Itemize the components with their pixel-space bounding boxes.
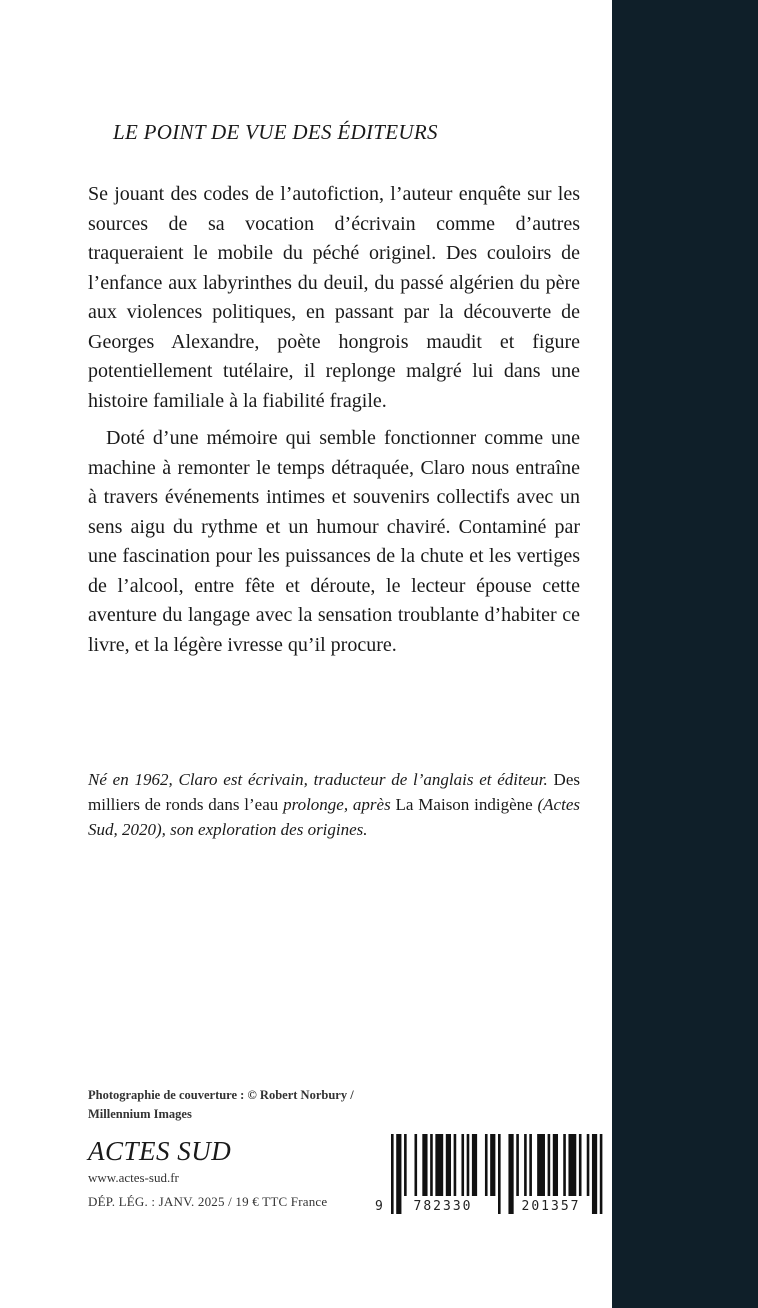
barcode-bar <box>422 1134 427 1196</box>
barcode-bar <box>587 1134 590 1196</box>
blurb-paragraph-1: Se jouant des codes de l’autofiction, l’auteur enquête sur les sources de sa vocation d’écrivain comme d’autres traqueraient le mobile du péché originel. Des couloirs de l’enfance aux labyrinthes du deuil, du passé algérien du père aux violences politiques, en passant par la découverte de Georges Alexandre, poète hongrois maudit et figure potentiellement tutélaire, il replonge malgré lui dans une histoire familiale à la fiabilité fragile. <box>88 183 580 412</box>
barcode-bar <box>430 1134 433 1196</box>
barcode-bar <box>414 1134 417 1196</box>
barcode-bar <box>446 1134 451 1196</box>
barcode-bar <box>579 1134 582 1196</box>
photo-credit <box>88 1086 388 1124</box>
bio-part-1: Né en 1962, Claro est écrivain, traducteur de l’anglais et éditeur. <box>88 770 548 789</box>
barcode-bar <box>563 1134 566 1196</box>
bio-part-3: prolonge, après <box>283 795 391 814</box>
isbn-digit-group-2: 201357 <box>521 1198 581 1214</box>
bio-part-2: Des milliers de ronds dans l’eau <box>88 770 580 814</box>
barcode-bar <box>454 1134 457 1196</box>
barcode-bar <box>524 1134 527 1196</box>
barcode-bar <box>435 1134 443 1196</box>
barcode-bar <box>553 1134 558 1196</box>
barcode-bar <box>529 1134 532 1196</box>
barcode-bar <box>537 1134 545 1196</box>
isbn-digits <box>375 1196 605 1216</box>
blurb-paragraph-2: Doté d’une mémoire qui semble fonctionner comme une machine à remonter le temps détraquée, Claro nous entraîne à travers événements intimes et souvenirs collectifs avec un sens aigu du rythme et un humour chaviré. Contaminé par une fascination pour les puissances de la chute et les vertiges de l’alcool, entre fête et déroute, le lecteur épouse cette aventure du langage avec la sensation troublante d’habiter ce livre, et la légère ivresse qu’il procure. <box>88 427 580 656</box>
bio-part-5: (Actes Sud, 2020), son exploration des origines. <box>88 795 580 839</box>
isbn-digit-first: 9 <box>375 1198 383 1214</box>
barcode-bar <box>548 1134 551 1196</box>
barcode-bar <box>472 1134 477 1196</box>
cover-spine <box>612 0 758 1308</box>
barcode-bar <box>516 1134 519 1196</box>
photo-credit-line-2: Millennium Images <box>88 1107 192 1121</box>
photo-credit-line-1: Photographie de couverture : © Robert Norbury / <box>88 1088 354 1102</box>
barcode-bar <box>404 1134 407 1196</box>
barcode-bar <box>568 1134 576 1196</box>
author-bio <box>88 767 580 842</box>
blurb <box>88 180 580 660</box>
publisher-logo: ACTES SUD <box>88 1136 232 1166</box>
barcode-bar <box>467 1134 470 1196</box>
publisher-website: www.actes-sud.fr <box>88 1170 179 1185</box>
barcode-bar <box>490 1134 495 1196</box>
section-heading: LE POINT DE VUE DES ÉDITEURS <box>113 120 438 144</box>
barcode-bar <box>485 1134 488 1196</box>
bio-part-4: La Maison indigène <box>390 795 538 814</box>
legal-deposit-price: DÉP. LÉG. : JANV. 2025 / 19 € TTC France <box>88 1194 328 1209</box>
barcode-bar <box>461 1134 464 1196</box>
isbn-digit-group-1: 782330 <box>413 1198 473 1214</box>
